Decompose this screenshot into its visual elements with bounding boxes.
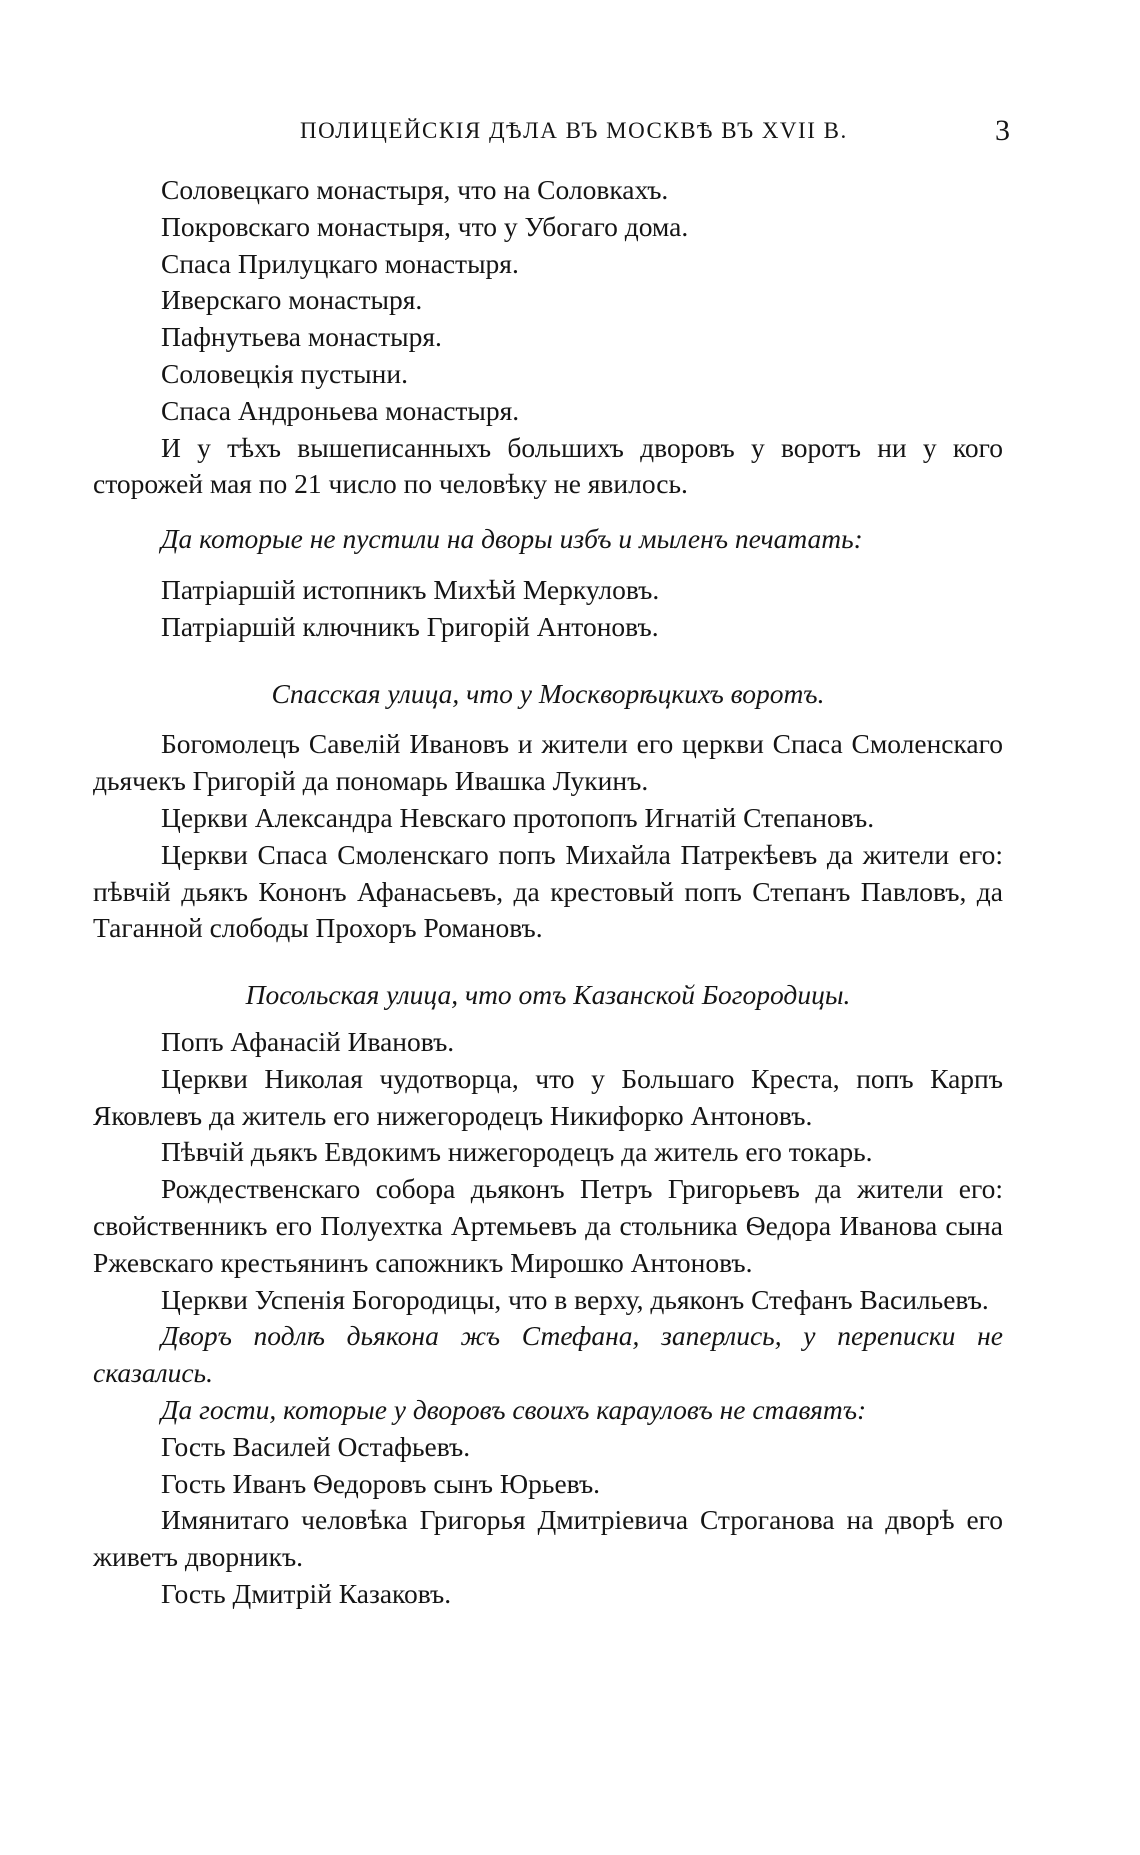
- list-item: Спаса Прилуцкаго монастыря.: [161, 247, 519, 279]
- list-item: Соловецкія пустыни.: [161, 357, 408, 389]
- paragraph: Пѣвчій дьякъ Евдокимъ нижегородецъ да житель его токарь.: [161, 1136, 873, 1168]
- page-number: 3: [995, 114, 1010, 147]
- list-item: Соловецкаго монастыря, что на Соловкахъ.: [161, 174, 669, 205]
- page-header: [150, 114, 1010, 154]
- section-heading: Посольская улица, что отъ Казанской Богородицы.: [245, 979, 851, 1011]
- section-heading: Спасская улица, что у Москворѣцкихъ воротъ.: [271, 677, 825, 709]
- paragraph: Попъ Афанасій Ивановъ.: [161, 1025, 455, 1057]
- list-item: Пафнутьева монастыря.: [161, 321, 442, 353]
- list-item: Гость Иванъ Ѳедоровъ сынъ Юрьевъ.: [161, 1467, 601, 1499]
- paragraph: И у тѣхъ вышеписанныхъ большихъ дворовъ у воротъ ни у кого сторожей мая по 21 число по человѣку не явилось.: [93, 431, 1003, 500]
- paragraph: Церкви Успенія Богородицы, что в верху, дьяконъ Стефанъ Васильевъ.: [161, 1283, 989, 1315]
- italic-note: Дворъ подлѣ дьякона жъ Стефана, заперлись, у переписки не сказались.: [93, 1320, 1003, 1389]
- paragraph: Богомолецъ Савелій Ивановъ и жители его церкви Спаса Смоленскаго дьячекъ Григорій да пономарь Ивашка Лукинъ.: [93, 728, 1003, 797]
- list-item: Гость Василей Остафьевъ.: [161, 1430, 471, 1462]
- paragraph: Церкви Александра Невскаго протопопъ Игнатій Степановъ.: [161, 801, 875, 833]
- paragraph: Церкви Николая чудотворца, что у Большаго Креста, попъ Карпъ Яковлевъ да житель его нижегородецъ Никифорко Антоновъ.: [93, 1062, 1003, 1131]
- list-item: Спаса Андроньева монастыря.: [161, 394, 520, 426]
- list-item: Покровскаго монастыря, что у Убогаго дома.: [161, 210, 689, 242]
- paragraph: Церкви Спаса Смоленскаго попъ Михайла Патрекѣевъ да жители его: пѣвчій дьякъ Кононъ Афанасьевъ, да крестовый попъ Степанъ Павловъ, да Таганной слободы Прохоръ Романовъ.: [93, 838, 1003, 944]
- list-item: Гость Дмитрій Казаковъ.: [161, 1577, 452, 1609]
- italic-note: Да которые не пустили на дворы избъ и мыленъ печатать:: [161, 523, 863, 555]
- list-item: Патріаршій ключникъ Григорій Антоновъ.: [161, 610, 659, 642]
- running-head: ПОЛИЦЕЙСКІЯ ДѢЛА ВЪ МОСКВѢ ВЪ XVII В.: [300, 118, 848, 143]
- paragraph: Рождественскаго собора дьяконъ Петръ Григорьевъ да жители его: свойственникъ его Полуехтка Артемьевъ да стольника Ѳедора Иванова сына Ржевскаго крестьянинъ сапожникъ Мирошко Антоновъ.: [93, 1173, 1003, 1278]
- paragraph: Имянитаго человѣка Григорья Дмитріевича Строганова на дворѣ его живетъ дворникъ.: [93, 1504, 1003, 1573]
- list-item: Патріаршій истопникъ Михѣй Меркуловъ.: [161, 573, 660, 605]
- body-text: [93, 172, 1003, 1613]
- italic-note: Да гости, которые у дворовъ своихъ карауловъ не ставятъ:: [161, 1393, 867, 1425]
- list-item: Иверскаго монастыря.: [161, 284, 423, 316]
